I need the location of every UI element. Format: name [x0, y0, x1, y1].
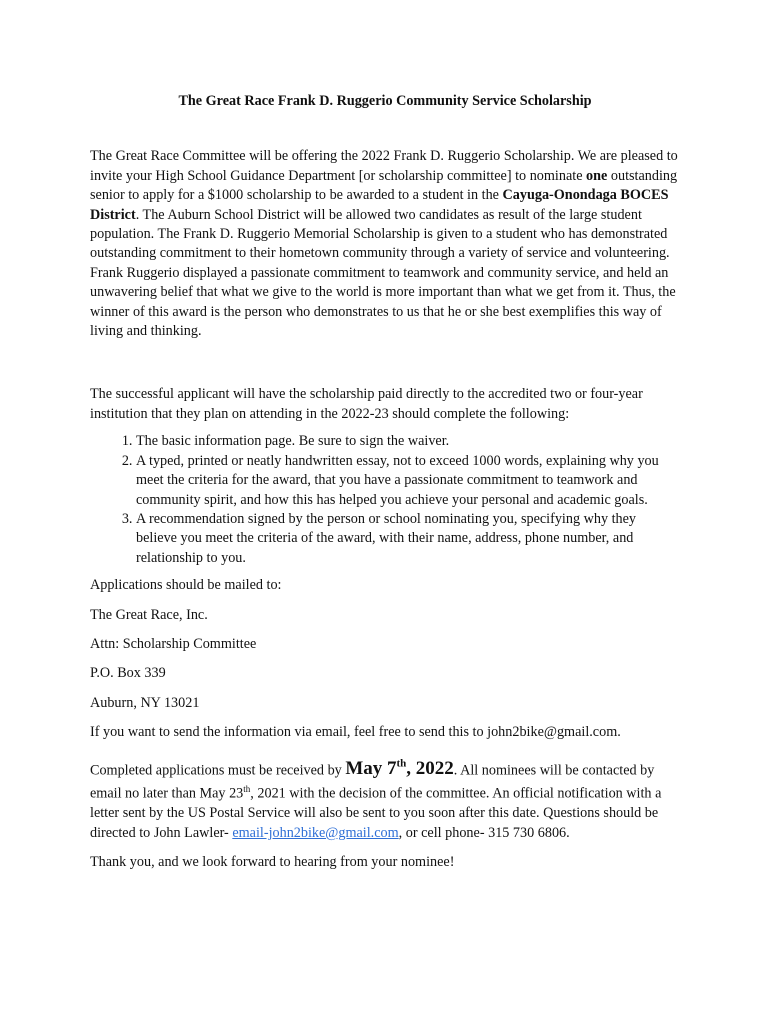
mail-city: Auburn, NY 13021 — [90, 694, 200, 711]
list-item: 2. A typed, printed or neatly handwritten essay, not to exceed 1000 words, explaining why you meet the criteria for the award, that you have a passionate commitment to teamwork and community spirit, and how this has helped you achieve your personal and academic goals. — [136, 452, 680, 510]
deadline-date — [345, 758, 453, 779]
requirements-intro: The successful applicant will have the scholarship paid directly to the accredited two or four-year institution that they plan on attending in the 2022-23 should complete the following: — [90, 386, 643, 422]
intro-text-1: The Great Race Committee will be offering the 2022 Frank D. Ruggerio Scholarship. We are pleased to invite your High School Guidance Department [or scholarship committee] to nominate — [90, 148, 678, 184]
mail-intro: Applications should be mailed to: — [90, 577, 282, 594]
list-item: 1. The basic information page. Be sure to sign the waiver. — [136, 432, 680, 451]
mail-attn: Attn: Scholarship Committee — [90, 635, 257, 652]
deadline-post: , or cell phone- 315 730 6806. — [398, 824, 570, 841]
list-item: 3. A recommendation signed by the person or school nominating you, specifying why they believe you meet the criteria of the award, with their name, address, phone number, and relationship to you. — [136, 510, 680, 568]
closing-line: Thank you, and we look forward to hearing from your nominee! — [90, 854, 455, 871]
intro-text-3: . The Auburn School District will be allowed two candidates as result of the large student population. The Frank D. Ruggerio Memorial Scholarship is given to a student who has demonstrated outstanding commitment to their hometown community through a variety of service and volunteering. Frank Ruggerio displayed a passionate commitment to teamwork and community service, and held an unwavering belief that what we give to the world is more important than what we get from it. Thus, the winner of this award is the person who demonstrates to us that he or she best exemplifies this way of living and thinking. — [90, 206, 676, 340]
deadline-mid1: . All nominees will be contacted by email no later than May 23 — [90, 761, 655, 803]
mail-name: The Great Race, Inc. — [90, 606, 208, 623]
deadline-date-sup: th — [396, 757, 407, 770]
intro-paragraph — [90, 147, 680, 341]
deadline-date-main: May 7 — [345, 757, 397, 779]
mail-box: P.O. Box 339 — [90, 665, 166, 682]
deadline-date-year: , 2022 — [406, 757, 454, 779]
intro-bold-one: one — [586, 167, 608, 184]
deadline-mid2: , 2021 with the decision of the committee. An official notification with a letter sent by the US Postal Service will also be sent to you soon after this date. Questions should be directed to John Lawler- — [90, 786, 662, 841]
intro-bold-district: Cayuga-Onondaga BOCES District — [90, 187, 669, 223]
requirements-list — [90, 432, 680, 568]
deadline-pre: Completed applications must be received by — [90, 761, 346, 778]
deadline-paragraph — [90, 755, 680, 844]
email-line: If you want to send the information via email, feel free to send this to john2bike@gmail.com. — [90, 724, 621, 741]
deadline-sup2: th — [243, 784, 251, 795]
intro-text-2: outstanding senior to apply for a $1000 scholarship to be awarded to a student in the — [90, 167, 678, 204]
contact-email-link[interactable]: email-john2bike@gmail.com — [232, 824, 399, 841]
document-title: The Great Race Frank D. Ruggerio Community Service Scholarship — [178, 93, 592, 109]
